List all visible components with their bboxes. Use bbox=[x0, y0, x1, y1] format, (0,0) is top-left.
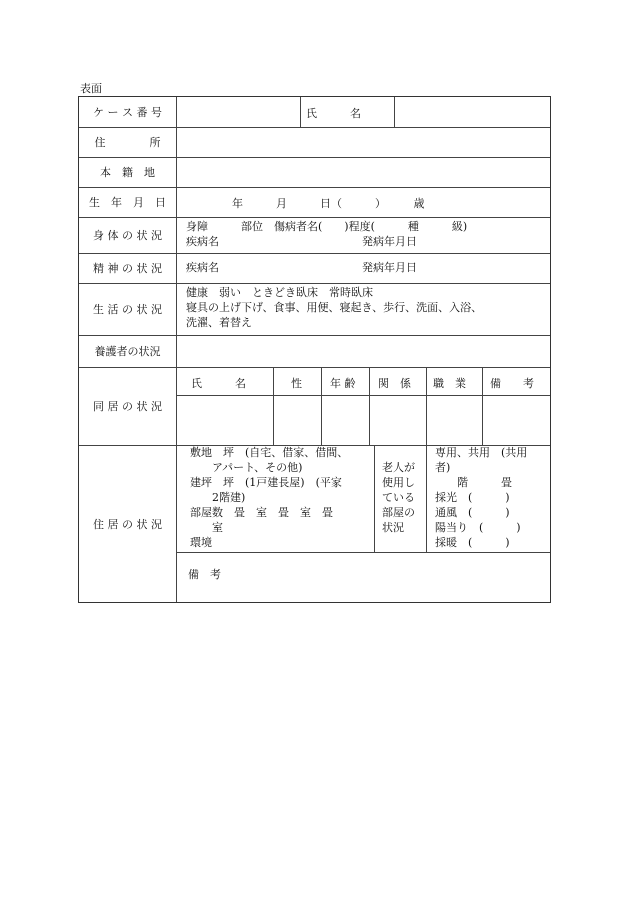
housing-right-line: 通風 ( ) bbox=[435, 506, 510, 519]
mental-line-1: 疾病名 発病年月日 bbox=[186, 261, 417, 274]
domicile-field[interactable] bbox=[176, 157, 550, 187]
housing-remarks-label: 備 考 bbox=[188, 568, 221, 581]
row-birthdate bbox=[79, 187, 550, 218]
housing-left-line: 2階建) bbox=[190, 491, 246, 504]
housing-right-line: 採光 ( ) bbox=[435, 491, 510, 504]
cohabitant-header-relation: 関 係 bbox=[378, 377, 411, 390]
address-label: 住 所 bbox=[79, 127, 177, 157]
cohabitant-label: 同 居 の 状 況 bbox=[79, 367, 177, 445]
housing-right-line: 採暖 ( ) bbox=[435, 536, 510, 549]
housing-right-line: 者) bbox=[435, 461, 451, 474]
housing-left-block[interactable] bbox=[176, 445, 374, 552]
cohabitant-header-occupation: 職 業 bbox=[433, 377, 466, 390]
name-field[interactable] bbox=[395, 97, 550, 127]
row-domicile bbox=[79, 157, 550, 188]
physical-label: 身 体 の 状 況 bbox=[79, 217, 177, 253]
birthdate-field[interactable] bbox=[176, 187, 550, 217]
caregiver-field[interactable] bbox=[176, 335, 550, 367]
physical-field[interactable] bbox=[176, 217, 550, 253]
case-number-field[interactable] bbox=[176, 97, 300, 127]
domicile-label: 本 籍 地 bbox=[79, 157, 177, 187]
row-cohabitant bbox=[79, 367, 550, 446]
housing-left-line: 部屋数 畳 室 畳 室 畳 bbox=[190, 506, 333, 519]
housing-right-line: 陽当り ( ) bbox=[435, 521, 521, 534]
cohabitant-header-remarks: 備 考 bbox=[490, 377, 534, 390]
birthdate-label: 生 年 月 日 bbox=[79, 187, 177, 217]
housing-mid-line: ている bbox=[382, 491, 415, 504]
cohabitant-header-name: 氏 名 bbox=[191, 377, 246, 390]
mental-field[interactable] bbox=[176, 253, 550, 283]
caregiver-label: 養護者の状況 bbox=[79, 335, 177, 367]
living-label: 生 活 の 状 況 bbox=[79, 283, 177, 335]
housing-left-line: 敷地 坪 (自宅、借家、借間、 bbox=[190, 446, 349, 459]
housing-right-block[interactable] bbox=[427, 445, 550, 552]
mental-label: 精 神 の 状 況 bbox=[79, 253, 177, 283]
row-address bbox=[79, 127, 550, 158]
housing-left-line: アパート、その他) bbox=[190, 461, 303, 474]
row-caregiver bbox=[79, 335, 550, 368]
row-physical bbox=[79, 217, 550, 254]
birthdate-line: 年 月 日（ ） 歳 bbox=[232, 197, 425, 210]
housing-mid-line: 使用し bbox=[382, 476, 415, 489]
row-housing bbox=[79, 445, 550, 602]
housing-label: 住 居 の 状 況 bbox=[79, 445, 177, 602]
case-number-content bbox=[176, 97, 550, 127]
row-living bbox=[79, 283, 550, 336]
housing-content bbox=[176, 445, 550, 602]
physical-line-2: 疾病名 発病年月日 bbox=[186, 235, 417, 248]
living-line-2: 寝具の上げ下げ、食事、用便、寝起き、歩行、洗面、入浴、 bbox=[186, 301, 483, 314]
housing-right-line: 階 畳 bbox=[435, 476, 512, 489]
cohabitant-table bbox=[176, 367, 550, 445]
cohabitant-entry-row[interactable] bbox=[176, 396, 550, 445]
housing-left-line: 室 bbox=[190, 521, 223, 534]
case-record-form bbox=[78, 96, 551, 603]
housing-remarks-field[interactable] bbox=[176, 553, 550, 602]
living-field[interactable] bbox=[176, 283, 550, 335]
living-line-3: 洗濯、着替え bbox=[186, 316, 252, 329]
living-line-1: 健康 弱い ときどき臥床 常時臥床 bbox=[186, 286, 373, 299]
housing-left-line: 環境 bbox=[190, 536, 212, 549]
case-number-label: ケ ー ス 番 号 bbox=[79, 97, 177, 127]
housing-left-line: 建坪 坪 (1戸建長屋) (平家 bbox=[190, 476, 342, 489]
page-label: 表面 bbox=[80, 82, 102, 95]
housing-mid-line: 老人が bbox=[382, 461, 415, 474]
name-label: 氏 名 bbox=[306, 107, 361, 120]
cohabitant-header-sex: 性 bbox=[291, 377, 302, 390]
row-case-number bbox=[79, 97, 550, 128]
cohabitant-header-age: 年 齢 bbox=[330, 377, 356, 390]
housing-mid-line: 状況 bbox=[382, 521, 404, 534]
address-field[interactable] bbox=[176, 127, 550, 157]
housing-mid-block bbox=[375, 445, 426, 552]
row-mental bbox=[79, 253, 550, 284]
physical-line-1: 身障 部位 傷病者名( )程度( 種 級) bbox=[186, 220, 468, 233]
housing-mid-line: 部屋の bbox=[382, 506, 415, 519]
housing-right-line: 専用、共用 (共用 bbox=[435, 446, 528, 459]
